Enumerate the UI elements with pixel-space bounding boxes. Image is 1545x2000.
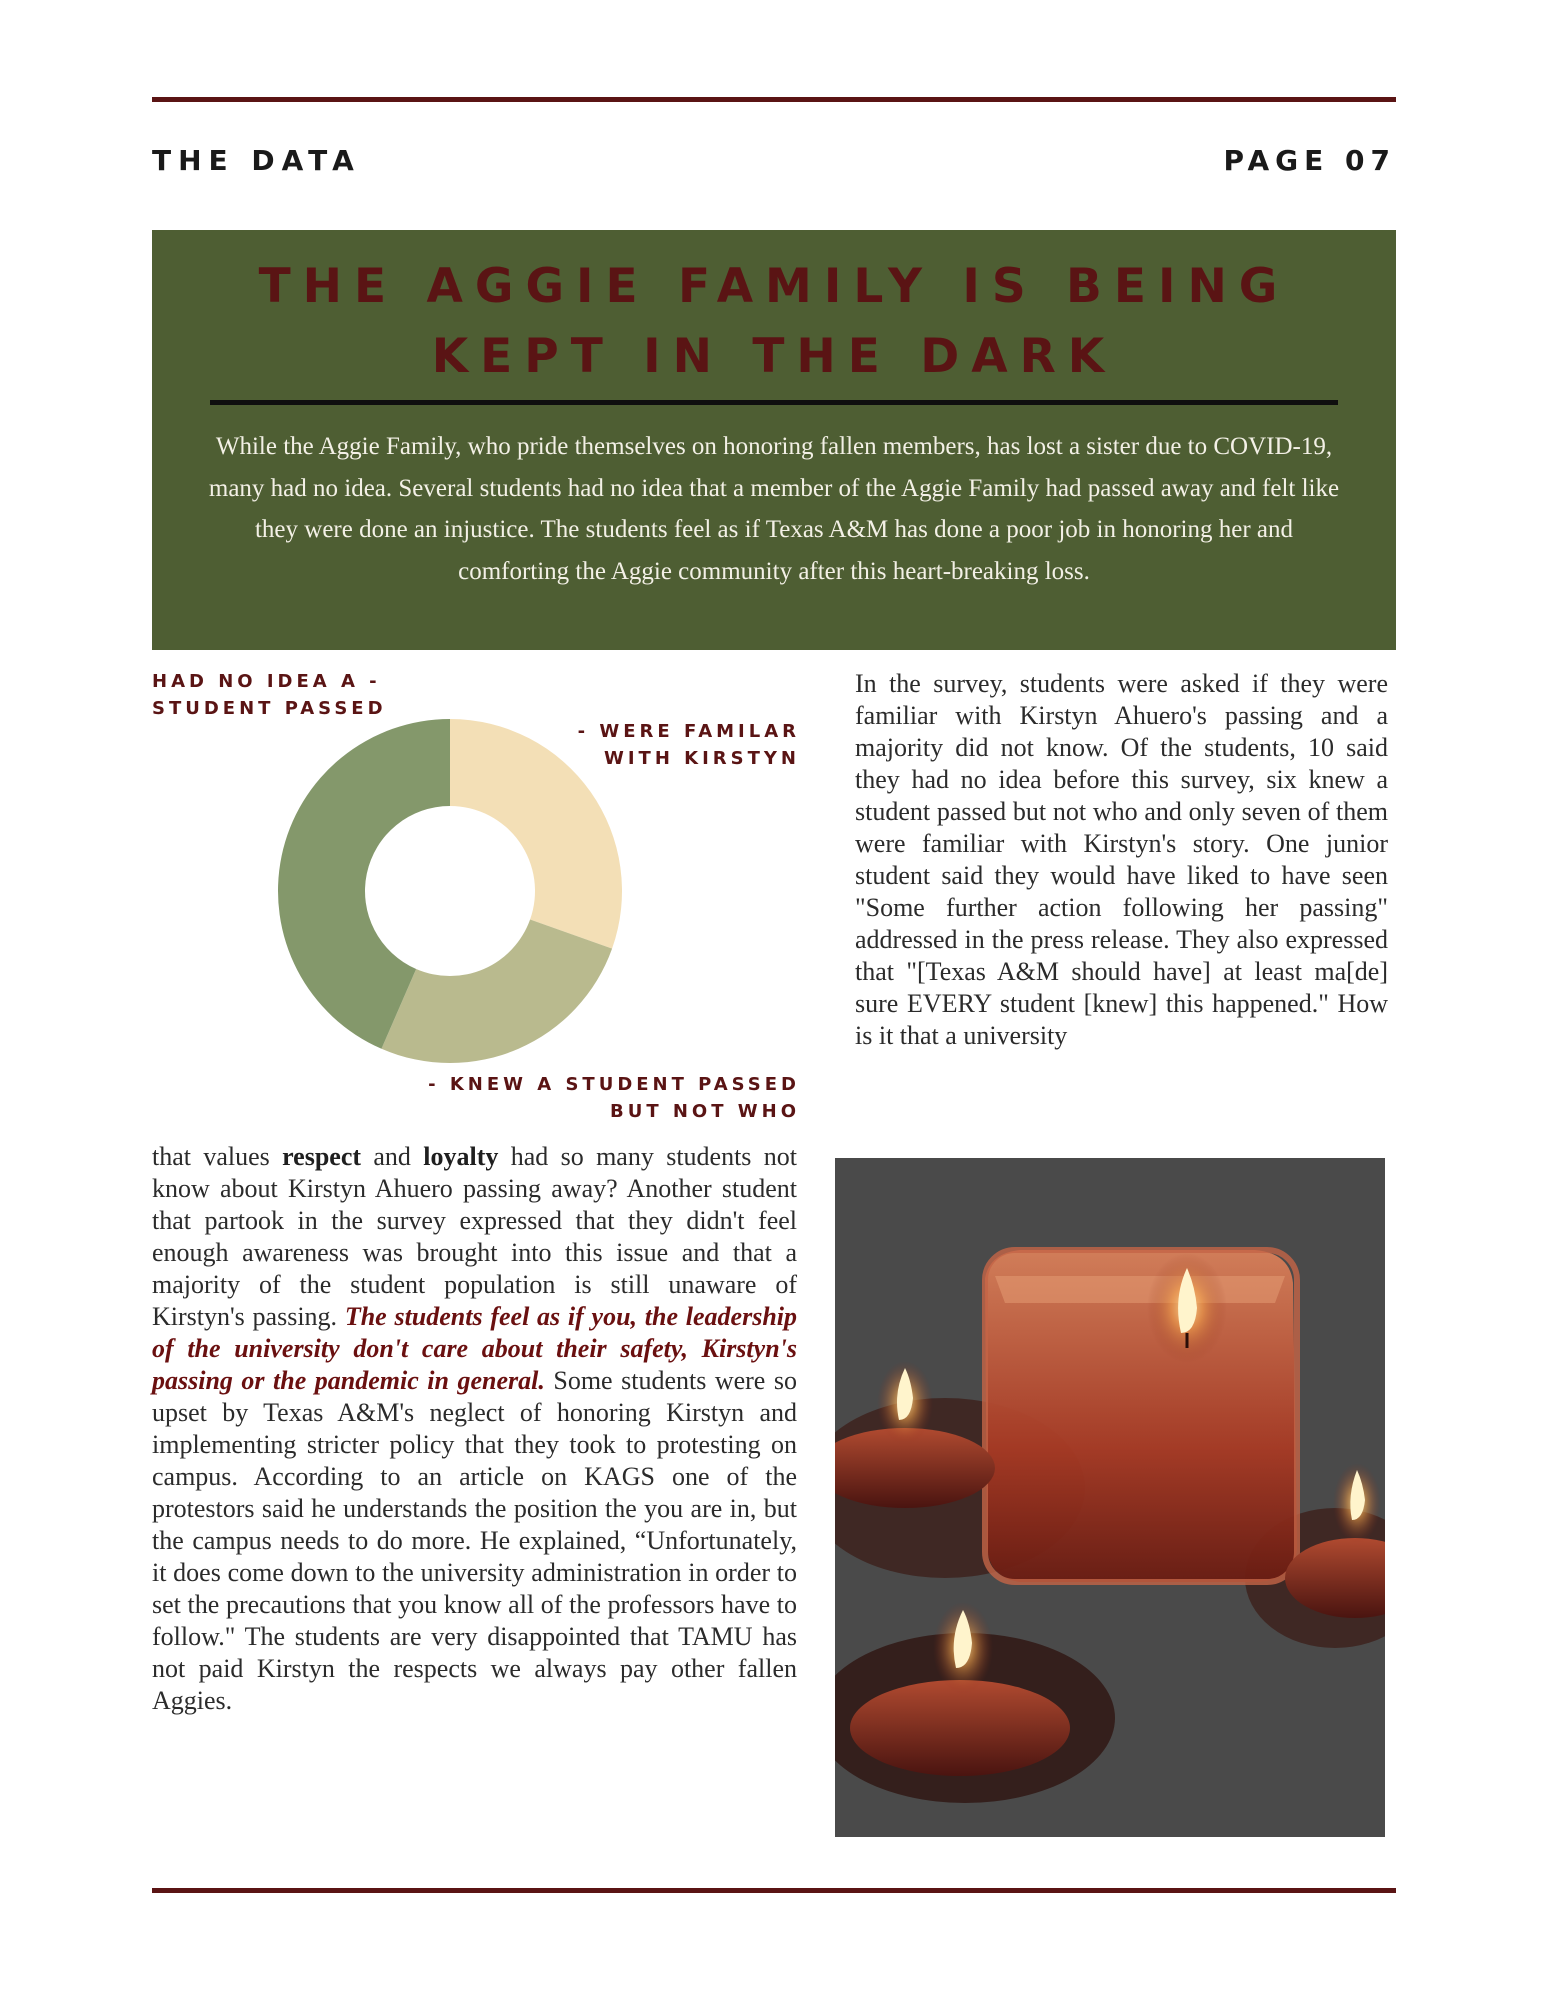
donut-slice bbox=[381, 919, 612, 1063]
headline bbox=[152, 252, 1396, 392]
donut-chart bbox=[275, 716, 625, 1066]
intro-text: While the Aggie Family, who pride themselves on honoring fallen members, has lost a sister due to COVID-19, many had no idea. Several students had no idea that a member of the Aggie Family had passed away and felt like they were done an injustice. The students feel as if Texas A&M has done a poor job in honoring her and comforting the Aggie community after this heart-breaking loss. bbox=[208, 433, 1340, 585]
emphasized-statement: The students feel as if you, the leadership of the university don't care about their safety, Kirstyn's passing or the pandemic in general. bbox=[152, 1302, 797, 1395]
chart-label-no-idea-line-2: STUDENT PASSED bbox=[152, 698, 387, 719]
chart-label-familiar-line-1: - WERE FAMILAR bbox=[577, 721, 800, 742]
article-column-left bbox=[152, 1141, 797, 1717]
bottom-divider bbox=[152, 1888, 1396, 1893]
headline-line-2: KEPT IN THE DARK bbox=[431, 329, 1117, 384]
article-column-right: In the survey, students were asked if they were familiar with Kirstyn Ahuero's passing and a majority did not know. Of the students, 10 said they had no idea before this survey, six knew a student passed but not who and only seven of them were familiar with Kirstyn's story. One junior student said they would have liked to have seen "Some further action following her passing" addressed in the press release. They also expressed that "[Texas A&M should have] at least ma[de] sure EVERY student [knew] this happened." How is it that a university bbox=[855, 669, 1388, 1050]
headline-banner bbox=[152, 230, 1396, 650]
chart-label-no-idea bbox=[152, 668, 387, 722]
text-run: and bbox=[361, 1142, 424, 1171]
candle-large bbox=[985, 1250, 1297, 1582]
chart-label-knew bbox=[428, 1071, 800, 1125]
headline-underline bbox=[210, 400, 1338, 405]
chart-label-knew-line-2: BUT NOT WHO bbox=[609, 1101, 800, 1122]
bold-term-respect: respect bbox=[282, 1142, 362, 1171]
chart-label-no-idea-line-1: HAD NO IDEA A - bbox=[152, 671, 381, 692]
page-number: PAGE 07 bbox=[1223, 144, 1396, 177]
headline-line-1: THE AGGIE FAMILY IS BEING bbox=[258, 259, 1290, 314]
candles-illustration bbox=[835, 1158, 1385, 1837]
bold-term-loyalty: loyalty bbox=[423, 1142, 499, 1171]
top-divider bbox=[152, 97, 1396, 102]
candles-photo bbox=[835, 1158, 1385, 1837]
chart-label-familiar-line-2: WITH KIRSTYN bbox=[603, 748, 800, 769]
chart-label-knew-line-1: - KNEW A STUDENT PASSED bbox=[428, 1074, 800, 1095]
text-run: had so many students not know about Kirstyn Ahuero passing away? Another student that partook in the survey expressed that they didn't feel enough awareness was brought into this issue and that a majority of the student population is still unaware of Kirstyn's passing. bbox=[152, 1142, 797, 1331]
text-run: that values bbox=[152, 1142, 283, 1171]
text-run: Some students were so upset by Texas A&M's neglect of honoring Kirstyn and implementing stricter policy that they took to protesting on campus. According to an article on KAGS one of the protestors said he understands the position the you are in, but the campus needs to do more. He explained, “Unfortunately, it does come down to the university administration in order to set the precautions that you know all of the professors have to follow." The students are very disappointed that TAMU has not paid Kirstyn the respects we always pay other fallen Aggies. bbox=[152, 1366, 797, 1715]
section-title: THE DATA bbox=[152, 144, 361, 177]
donut-slice bbox=[450, 719, 622, 949]
